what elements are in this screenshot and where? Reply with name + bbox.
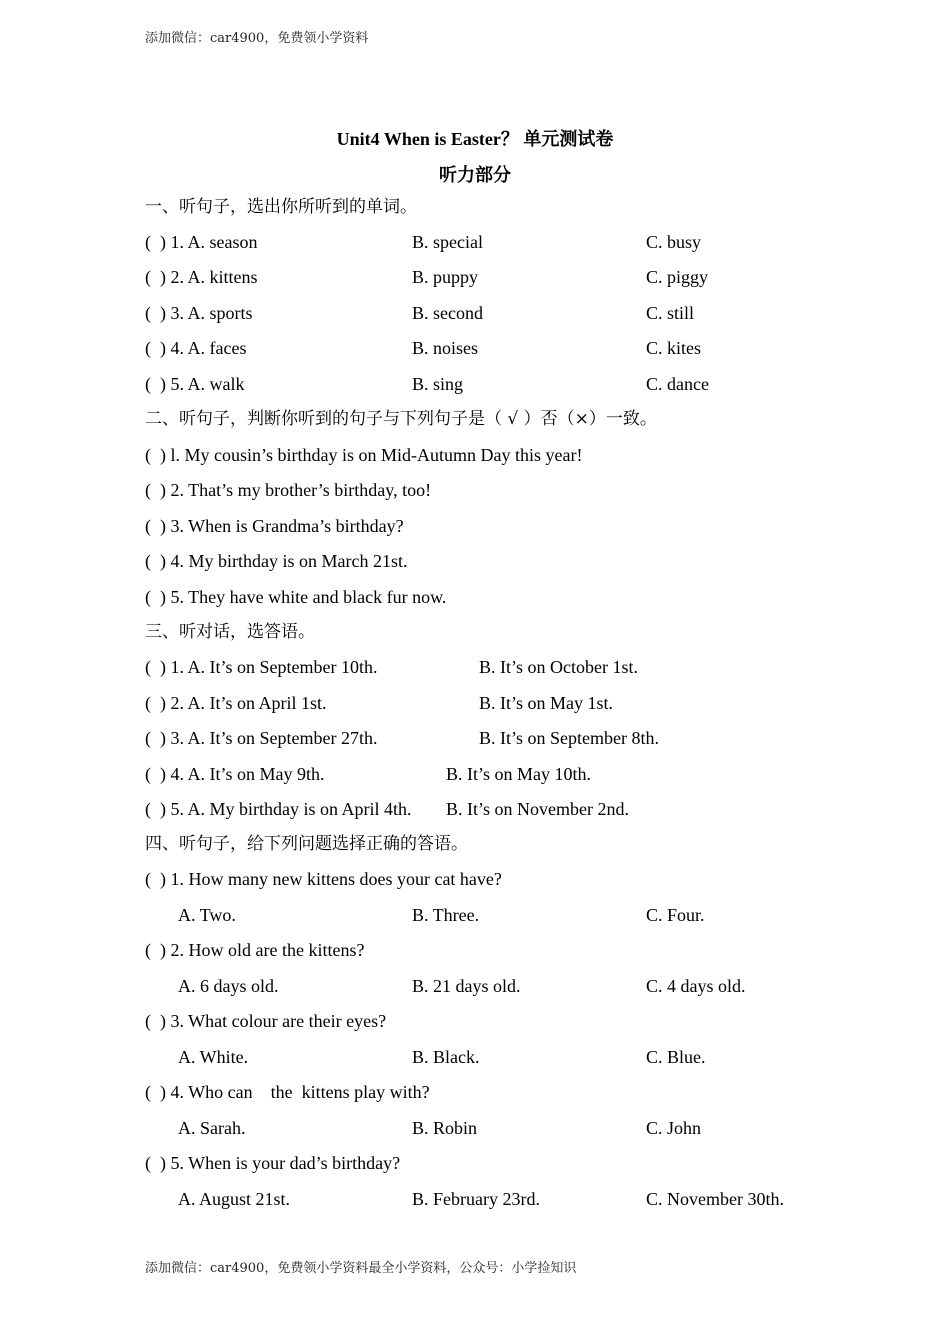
s3-item-4-option-a: ( ) 4. A. It’s on May 9th. — [145, 764, 325, 784]
s1-item-5-stem: ( ) 5. A. walk — [145, 374, 245, 394]
s1-item-1-stem: ( ) 1. A. season — [145, 232, 258, 252]
s1-item-5-option-b: B. sing — [412, 374, 464, 394]
s4-item-4-question: ( ) 4. Who can the kittens play with? — [145, 1082, 430, 1102]
s1-item-3-option-b: B. second — [412, 303, 483, 323]
s3-item-1-option-a: ( ) 1. A. It’s on September 10th. — [145, 657, 378, 677]
s2-item-2: ( ) 2. That’s my brother’s birthday, too! — [145, 480, 432, 500]
s3-item-1-option-b: B. It’s on October 1st. — [479, 657, 638, 677]
s4-item-4-option-c: C. John — [646, 1118, 702, 1138]
s4-item-3-question: ( ) 3. What colour are their eyes? — [145, 1011, 387, 1031]
s1-item-3-option-c: C. still — [646, 303, 695, 323]
s2-item-3: ( ) 3. When is Grandma’s birthday? — [145, 516, 404, 536]
section1-heading: 一、听句子，选出你所听到的单词。 — [145, 197, 417, 217]
s3-item-5-option-b: B. It’s on November 2nd. — [446, 799, 629, 819]
page-subtitle: 听力部分 — [439, 165, 511, 185]
s1-item-1-option-b: B. special — [412, 232, 483, 252]
s3-item-2-option-a: ( ) 2. A. It’s on April 1st. — [145, 693, 327, 713]
s4-item-4-option-a: A. Sarah. — [178, 1118, 246, 1138]
section3-heading: 三、听对话，选答语。 — [145, 622, 315, 642]
s4-item-5-option-b: B. February 23rd. — [412, 1189, 540, 1209]
s4-item-1-option-a: A. Two. — [178, 905, 236, 925]
s4-item-3-option-b: B. Black. — [412, 1047, 480, 1067]
s2-item-1: ( ) l. My cousin’s birthday is on Mid-Autumn Day this year! — [145, 445, 583, 465]
s1-item-4-option-b: B. noises — [412, 338, 479, 358]
s2-item-5: ( ) 5. They have white and black fur now. — [145, 587, 447, 607]
s4-item-1-option-c: C. Four. — [646, 905, 705, 925]
footer-note: 添加微信：car4900，免费领小学资料最全小学资料，公众号：小学捡知识 — [145, 1261, 577, 1276]
s2-item-4: ( ) 4. My birthday is on March 21st. — [145, 551, 408, 571]
s1-item-1-option-c: C. busy — [646, 232, 702, 252]
page-title: Unit4 When is Easter？ 单元测试卷 — [336, 129, 614, 149]
s4-item-5-option-c: C. November 30th. — [646, 1189, 784, 1209]
s4-item-5-question: ( ) 5. When is your dad’s birthday? — [145, 1153, 401, 1173]
s4-item-2-question: ( ) 2. How old are the kittens? — [145, 940, 365, 960]
s3-item-3-option-a: ( ) 3. A. It’s on September 27th. — [145, 728, 378, 748]
s4-item-4-option-b: B. Robin — [412, 1118, 478, 1138]
s3-item-5-option-a: ( ) 5. A. My birthday is on April 4th. — [145, 799, 412, 819]
s1-item-2-option-b: B. puppy — [412, 267, 479, 287]
section2-heading: 二、听句子，判断你听到的句子与下列句子是（ √ ）否（×）一致。 — [145, 409, 657, 429]
s1-item-2-option-c: C. piggy — [646, 267, 709, 287]
s1-item-3-stem: ( ) 3. A. sports — [145, 303, 253, 323]
s1-item-5-option-c: C. dance — [646, 374, 709, 394]
header-note: 添加微信：car4900，免费领小学资料 — [145, 31, 369, 46]
s4-item-3-option-c: C. Blue. — [646, 1047, 706, 1067]
s4-item-2-option-b: B. 21 days old. — [412, 976, 521, 996]
s4-item-3-option-a: A. White. — [178, 1047, 249, 1067]
s1-item-4-stem: ( ) 4. A. faces — [145, 338, 247, 358]
s1-item-2-stem: ( ) 2. A. kittens — [145, 267, 258, 287]
s3-item-3-option-b: B. It’s on September 8th. — [479, 728, 659, 748]
s4-item-5-option-a: A. August 21st. — [178, 1189, 291, 1209]
s3-item-4-option-b: B. It’s on May 10th. — [446, 764, 592, 784]
s4-item-2-option-a: A. 6 days old. — [178, 976, 279, 996]
s4-item-2-option-c: C. 4 days old. — [646, 976, 746, 996]
s3-item-2-option-b: B. It’s on May 1st. — [479, 693, 614, 713]
s4-item-1-option-b: B. Three. — [412, 905, 480, 925]
s1-item-4-option-c: C. kites — [646, 338, 702, 358]
section4-heading: 四、听句子，给下列问题选择正确的答语。 — [145, 834, 468, 854]
s4-item-1-question: ( ) 1. How many new kittens does your cat have? — [145, 869, 502, 889]
